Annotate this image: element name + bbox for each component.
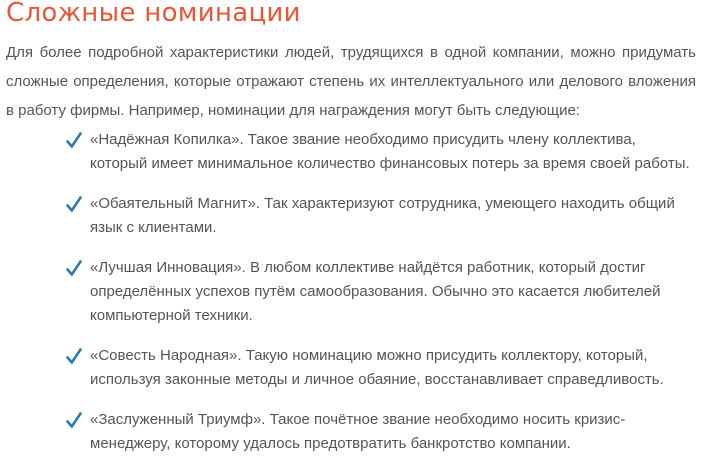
- checkmark-icon: [66, 132, 82, 149]
- section-heading: Сложные номинации: [6, 0, 301, 28]
- nomination-list: [0, 128, 716, 472]
- list-item-text: «Обаятельный Магнит». Так характеризуют сотрудника, умеющего находить общий язык с клиентами.: [90, 195, 675, 236]
- list-item: [0, 256, 716, 328]
- list-item: [0, 128, 716, 176]
- list-item: [0, 192, 716, 240]
- checkmark-icon: [66, 348, 82, 365]
- checkmark-icon: [66, 196, 82, 213]
- list-item: [0, 344, 716, 392]
- checkmark-icon: [66, 412, 82, 429]
- list-item: [0, 408, 716, 456]
- list-item-text: «Лучшая Инновация». В любом коллективе найдётся работник, который достиг определённых успехов путём самообразования. Обычно это касается любителей компьютерной техники.: [90, 259, 661, 324]
- intro-paragraph: Для более подробной характеристики людей, трудящихся в одной компании, можно придумать сложные определения, которые отражают степень их интеллектуального или делового вложения в работу фирмы. Например, номинации для награждения могут быть следующие:: [6, 44, 696, 119]
- list-item-text: «Совесть Народная». Такую номинацию можно присудить коллектору, который, используя законные методы и личное обаяние, восстанавливает справедливость.: [90, 347, 664, 388]
- list-item-text: «Надёжная Копилка». Такое звание необходимо присудить члену коллектива, который имеет минимальное количество финансовых потерь за время своей работы.: [90, 131, 690, 172]
- list-item-text: «Заслуженный Триумф». Такое почётное звание необходимо носить кризис-менеджеру, которому удалось предотвратить банкротство компании.: [90, 411, 626, 452]
- checkmark-icon: [66, 260, 82, 277]
